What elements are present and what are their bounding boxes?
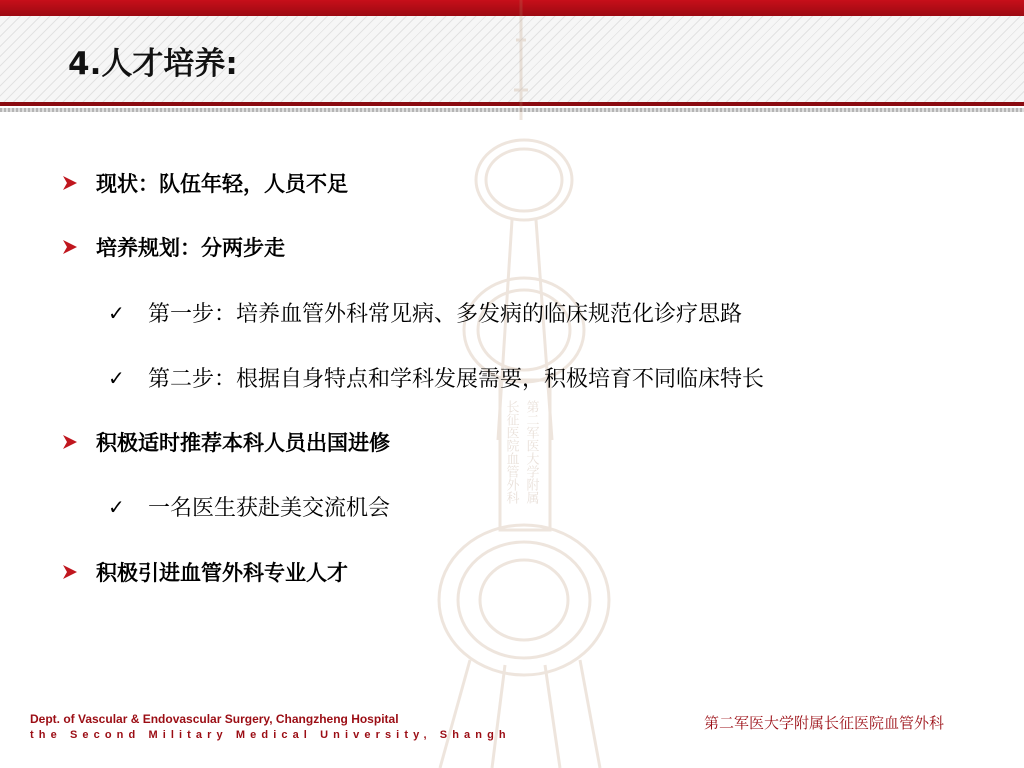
- arrow-bullet-icon: [60, 237, 80, 257]
- slide-title: 4.人才培养:: [68, 46, 238, 82]
- bullet-text: 积极适时推荐本科人员出国进修: [96, 431, 390, 455]
- bullet-text: 积极引进血管外科专业人才: [96, 561, 348, 585]
- sub-bullet-item: [108, 362, 764, 393]
- bullet-text: 第一步：培养血管外科常见病、多发病的临床规范化诊疗思路: [148, 302, 743, 327]
- watermark-text-left: 长征医院血管外科: [503, 400, 519, 504]
- bullet-text: 第二步：根据自身特点和学科发展需要，积极培育不同临床特长: [148, 367, 765, 392]
- footer-university-line: the Second Military Medical University, Shangh: [30, 729, 511, 741]
- bullet-item: [60, 168, 348, 198]
- footer-dept-line: Dept. of Vascular & Endovascular Surgery, Changzheng Hospital: [30, 712, 399, 726]
- arrow-bullet-icon: [60, 562, 80, 582]
- bullet-item: [60, 427, 390, 457]
- bullet-text: 培养规划：分两步走: [96, 236, 285, 260]
- bullet-item: [60, 557, 348, 587]
- sub-bullet-item: [108, 297, 742, 328]
- checkmark-bullet-icon: ✓: [108, 365, 125, 390]
- watermark-text-right: 第二军医大学附属: [523, 400, 539, 504]
- sub-bullet-item: [108, 491, 390, 522]
- bullet-item: [60, 232, 285, 262]
- checkmark-bullet-icon: ✓: [108, 300, 125, 325]
- footer-hospital-cn: 第二军医大学附属长征医院血管外科: [704, 714, 945, 732]
- arrow-bullet-icon: [60, 432, 80, 452]
- bullet-text: 一名医生获赴美交流机会: [148, 496, 391, 521]
- footer-department: [30, 712, 511, 741]
- bullet-text: 现状：队伍年轻，人员不足: [96, 172, 348, 196]
- arrow-bullet-icon: [60, 173, 80, 193]
- checkmark-bullet-icon: ✓: [108, 494, 125, 519]
